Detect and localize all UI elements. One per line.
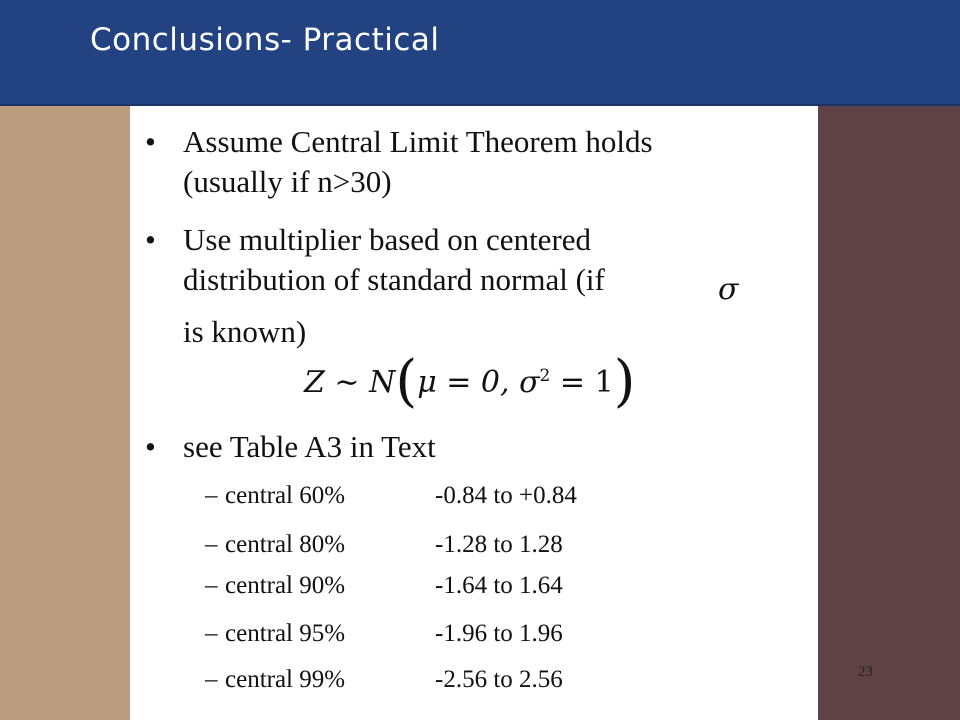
sub-item-central-90 bbox=[205, 571, 563, 601]
bullet-clt bbox=[145, 122, 653, 202]
left-decorative-band bbox=[0, 0, 130, 720]
bullet-table-a3 bbox=[145, 427, 436, 467]
formula-z: Z bbox=[304, 365, 325, 400]
normal-distribution-formula bbox=[304, 349, 636, 414]
sub-range: -1.64 to 1.64 bbox=[435, 572, 563, 599]
sub-label: central 60% bbox=[225, 482, 346, 509]
sub-dash: – bbox=[205, 482, 218, 509]
right-decorative-band bbox=[818, 0, 960, 720]
formula-open-paren: ( bbox=[395, 349, 418, 414]
bullet-dot: • bbox=[145, 222, 156, 257]
formula-tilde: ∼ bbox=[334, 365, 360, 400]
slide-header bbox=[0, 0, 960, 106]
bullet-line: see Table A3 in Text bbox=[183, 429, 436, 464]
page-number: 23 bbox=[858, 664, 873, 680]
formula-close-paren: ) bbox=[613, 349, 636, 414]
formula-n: N bbox=[369, 365, 396, 400]
sub-range: -1.96 to 1.96 bbox=[435, 620, 563, 647]
slide-content-area bbox=[130, 0, 818, 720]
sub-label: central 99% bbox=[225, 666, 346, 693]
bullet-line: (usually if n>30) bbox=[183, 164, 392, 199]
sub-label: central 95% bbox=[225, 620, 346, 647]
bullet-line: Assume Central Limit Theorem holds bbox=[183, 124, 653, 159]
formula-tail: = 1 bbox=[550, 365, 614, 400]
bullet-line: Use multiplier based on centered bbox=[183, 222, 592, 257]
slide-title: Conclusions- Practical bbox=[90, 22, 440, 58]
sub-dash: – bbox=[205, 620, 218, 647]
sigma-symbol: σ bbox=[718, 272, 739, 307]
sub-dash: – bbox=[205, 666, 218, 693]
bullet-dot: • bbox=[145, 429, 156, 464]
sub-range: -2.56 to 2.56 bbox=[435, 666, 563, 693]
sub-dash: – bbox=[205, 572, 218, 599]
sub-item-central-95 bbox=[205, 619, 563, 649]
sub-label: central 90% bbox=[225, 572, 346, 599]
sub-item-central-99 bbox=[205, 665, 563, 695]
sub-item-central-80 bbox=[205, 530, 563, 560]
bullet-multiplier bbox=[145, 220, 605, 352]
sub-dash: – bbox=[205, 531, 218, 558]
bullet-dot: • bbox=[145, 124, 156, 159]
formula-exponent: 2 bbox=[539, 366, 551, 386]
sub-range: -1.28 to 1.28 bbox=[435, 531, 563, 558]
sub-range: -0.84 to +0.84 bbox=[435, 482, 577, 509]
formula-body: μ = 0, σ bbox=[417, 365, 540, 400]
sub-label: central 80% bbox=[225, 531, 346, 558]
bullet-line: is known) bbox=[183, 314, 307, 349]
bullet-line: distribution of standard normal (if bbox=[183, 262, 605, 297]
sub-item-central-60 bbox=[205, 481, 577, 511]
